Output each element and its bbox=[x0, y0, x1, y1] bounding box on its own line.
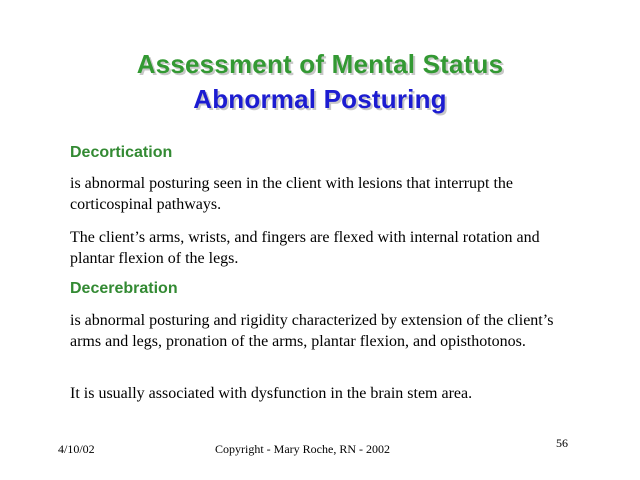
slide-title: Assessment of Mental Status bbox=[136, 49, 504, 79]
page-number: 56 bbox=[556, 436, 568, 450]
decerebration-definition: is abnormal posturing and rigidity characterized by extension of the client’s arms and legs, pronation of the arms, plantar flexion, and opisthotonos. bbox=[70, 312, 554, 350]
footer-date: 4/10/02 bbox=[58, 442, 95, 456]
decerebration-description: It is usually associated with dysfunction in the brain stem area. bbox=[70, 385, 473, 402]
section-heading-decortication: Decortication bbox=[70, 144, 173, 161]
decortication-definition: is abnormal posturing seen in the client with lesions that interrupt the corticospinal pathways. bbox=[70, 175, 514, 213]
footer-copyright: Copyright - Mary Roche, RN - 2002 bbox=[215, 442, 390, 456]
section-heading-decerebration: Decerebration bbox=[70, 280, 178, 297]
decortication-description: The client’s arms, wrists, and fingers are flexed with internal rotation and plantar flexion of the legs. bbox=[70, 229, 540, 267]
slide-subtitle: Abnormal Posturing bbox=[193, 84, 447, 114]
